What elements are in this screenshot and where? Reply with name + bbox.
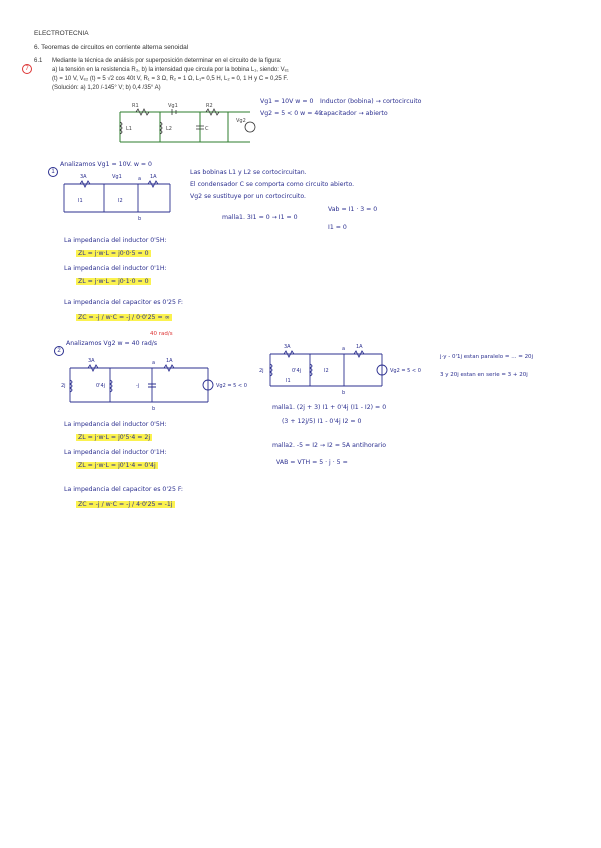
svg-text:I2: I2 (118, 198, 123, 204)
part2-vab: VAB = VTH = 5 · j · 5 = (276, 459, 348, 466)
svg-text:1A: 1A (166, 358, 173, 364)
part1-explain-1: Las bobinas L1 y L2 se cortocircuitan. (190, 169, 307, 176)
note-inductor: Inductor (bobina) → cortocircuito (320, 98, 422, 105)
part1-imp-C-text: La impedancia del capacitor es 0'25 F: (64, 299, 184, 306)
svg-text:1A: 1A (150, 174, 157, 180)
label-R2: R2 (206, 103, 213, 109)
svg-text:0'4j: 0'4j (96, 383, 106, 389)
part2-malla1-a: malla1. (2j + 3) I1 + 0'4j (I1 - I2) = 0 (272, 404, 387, 411)
part2-heading: Analizamos Vg2 w = 40 rad/s (66, 340, 158, 347)
part1-imp-L2-eq: ZL = j·w·L = j0·1·0 = 0 (78, 278, 149, 285)
svg-text:b: b (342, 390, 346, 396)
part1-explain-3: Vg2 se sustituye por un cortocircuito. (190, 193, 306, 200)
label-Vg1: Vg1 (168, 103, 178, 109)
part1-imp-C-eq: ZC = -j / w·C = -j / 0·0'25 = ∞ (78, 314, 170, 321)
svg-text:b: b (138, 216, 142, 222)
part2-malla1-b: (3 + 12j/5) I1 - 0'4j I2 = 0 (282, 418, 362, 425)
svg-text:3A: 3A (80, 174, 87, 180)
label-L1: L1 (126, 126, 132, 132)
part1-imp-L2-text: La impedancia del inductor 0'1H: (64, 265, 167, 272)
part1-heading: Analizamos Vg1 = 10V. w = 0 (60, 161, 152, 168)
part2-red-note: 40 rad/s (150, 331, 173, 337)
part1-badge: 1 (48, 160, 58, 178)
part1-branch-1: Vab = I1 · 3 = 0 (328, 206, 378, 213)
svg-text:Vg2 = 5 < 0: Vg2 = 5 < 0 (216, 383, 247, 389)
svg-text:3A: 3A (284, 344, 291, 350)
part2-parallel-note: j·y - 0'1j estan paralelo = ... = 20j (440, 354, 534, 360)
part2-imp-C-eq: ZC = -j / w·C = -j / 4·0'25 = -1j (78, 501, 173, 508)
main-circuit-diagram (110, 100, 260, 148)
problem-badge: 7 (22, 57, 32, 75)
svg-text:1A: 1A (356, 344, 363, 350)
label-L2: L2 (166, 126, 172, 132)
svg-text:2j: 2j (259, 368, 264, 374)
problem-number: 6.1 (34, 58, 43, 64)
svg-text:I1: I1 (286, 378, 291, 384)
part2-badge: 2 (54, 339, 64, 357)
part1-explain-2: El condensador C se comporta como circuito abierto. (190, 181, 355, 188)
label-C: C (205, 126, 209, 132)
part1-circuit (58, 172, 178, 222)
svg-text:Vg1: Vg1 (112, 174, 122, 180)
part2-imp-L2-text: La impedancia del inductor 0'1H: (64, 449, 167, 456)
svg-text:b: b (152, 406, 156, 412)
svg-text:a: a (152, 360, 156, 366)
svg-text:3A: 3A (88, 358, 95, 364)
svg-text:-j: -j (136, 383, 140, 389)
svg-text:Vg2 = 5 < 0: Vg2 = 5 < 0 (390, 368, 421, 374)
problem-solution: (Solución: a) 1,20 /-145° V; b) 0,4 /35° A) (52, 85, 161, 91)
part2-imp-L1-eq: ZL = j·w·L = j0'5·4 = 2j (78, 434, 151, 441)
svg-text:2j: 2j (61, 383, 66, 389)
label-Vg2: Vg2 (236, 118, 246, 124)
part1-malla: malla1. 3I1 = 0 → I1 = 0 (222, 214, 298, 221)
topic-title: 6. Teoremas de circuitos en corriente alterna senoidal (34, 44, 189, 51)
part2-imp-C-text: La impedancia del capacitor es 0'25 F: (64, 486, 184, 493)
part2-right-circuit (258, 342, 428, 396)
note-capacitor: capacitador → abierto (320, 110, 388, 117)
part1-branch-2: I1 = 0 (328, 224, 347, 231)
problem-line-1: Mediante la técnica de análisis por superposición determinar en el circuito de la figura: (52, 58, 282, 64)
subject-title: ELECTROTECNIA (34, 30, 89, 37)
svg-text:I1: I1 (78, 198, 83, 204)
note-vg1: Vg1 = 10V w = 0 (260, 98, 314, 105)
svg-text:a: a (342, 346, 346, 352)
part2-imp-L2-eq: ZL = j·w·L = j0'1·4 = 0'4j (78, 462, 156, 469)
problem-line-2: a) la tensión en la resistencia R₃, b) la intensidad que circula por la bobina L₁, siendo: Vₑ₁ (52, 67, 289, 73)
part2-malla2: malla2. -5 = I2 → I2 = 5A antihorario (272, 442, 387, 449)
part1-imp-L1-text: La impedancia del inductor 0'5H: (64, 237, 167, 244)
svg-text:a: a (138, 176, 142, 182)
svg-text:0'4j: 0'4j (292, 368, 302, 374)
note-vg2: Vg2 = 5 < 0 w = 40 (260, 110, 323, 117)
label-R1: R1 (132, 103, 139, 109)
part2-circuit (60, 356, 247, 412)
svg-text:I2: I2 (324, 368, 329, 374)
problem-line-3: (t) = 10 V, Vₑ₂ (t) = 5 √2 cos 40t V, R₁ = 3 Ω, R₂ = 1 Ω, L₁= 0,5 H, L₂ = 0, 1 H y C = 0,25 F. (52, 76, 289, 82)
part2-imp-L1-text: La impedancia del inductor 0'5H: (64, 421, 167, 428)
part2-series-note: 3 y 20j estan en serie = 3 + 20j (440, 372, 528, 378)
part1-imp-L1-eq: ZL = j·w·L = j0·0·5 = 0 (78, 250, 149, 257)
